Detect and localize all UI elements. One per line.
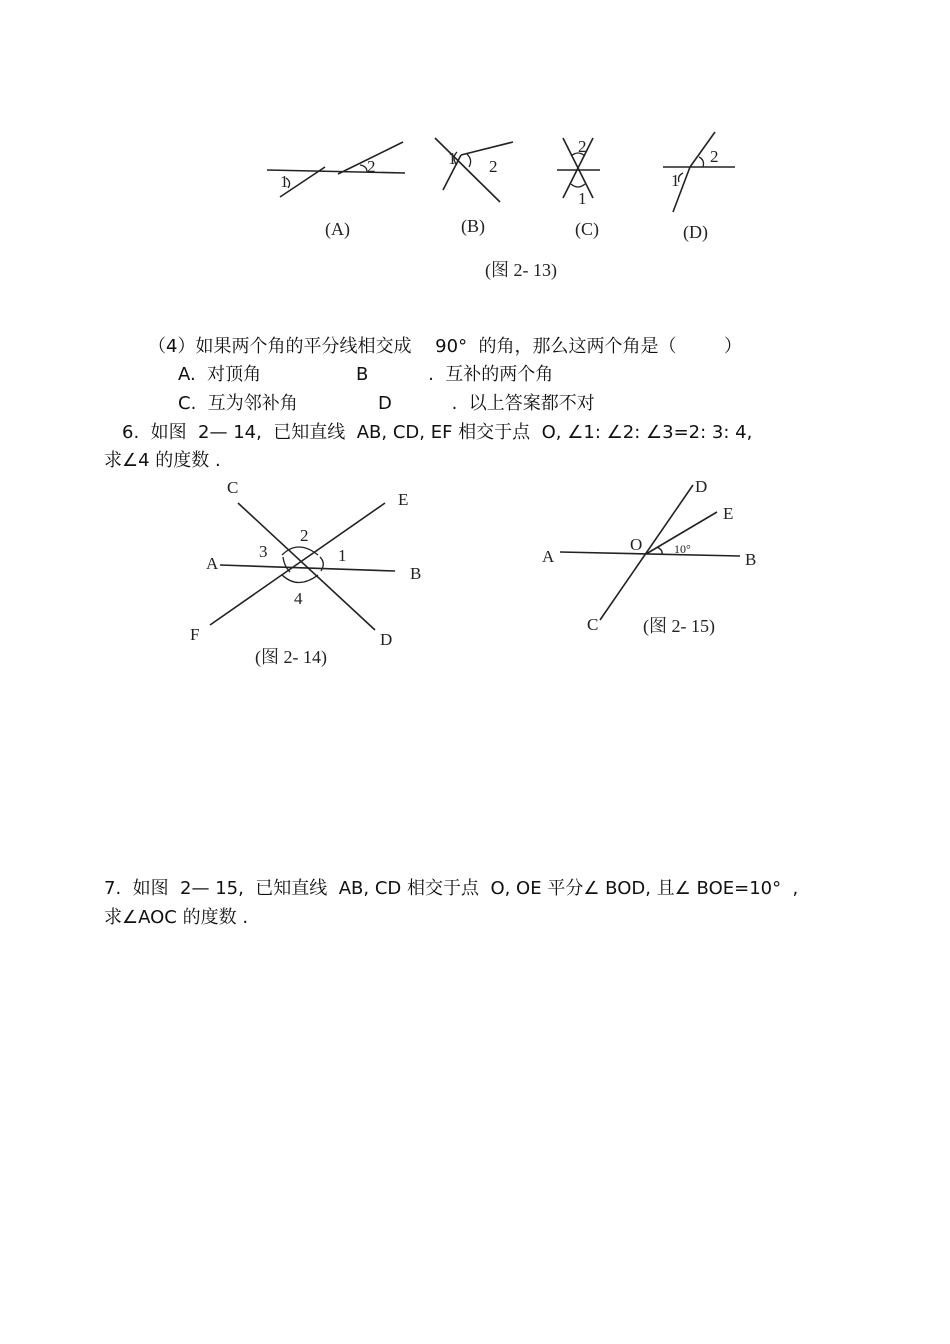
question6-line2: 求∠4 的度数 . [104, 450, 221, 471]
fig214-label-f: F [190, 625, 200, 644]
fig214-label-c: C [227, 478, 239, 497]
question4-option-c: C. 互为邻补角 [178, 393, 298, 414]
fig214-angle4: 4 [294, 589, 303, 608]
fig214-label-a: A [206, 554, 219, 573]
fig214-caption: (图 2- 14) [255, 647, 327, 667]
fig213-c-angle2: 2 [578, 137, 587, 156]
fig213-option-b: (B) [461, 216, 485, 236]
fig213-option-c: (C) [575, 219, 599, 239]
question4-option-d: D . 以上答案都不对 [378, 393, 595, 414]
fig213-b-angle1: 1 [448, 149, 457, 168]
fig213-caption: (图 2- 13) [485, 260, 557, 280]
figure-2-14 [180, 475, 450, 675]
fig214-label-b: B [410, 564, 422, 583]
fig214-label-d: D [380, 630, 393, 649]
question4-option-b: B . 互补的两个角 [356, 364, 554, 385]
fig213-option-a: (A) [325, 219, 350, 239]
fig215-label-a: A [542, 547, 555, 566]
fig214-angle2: 2 [300, 526, 309, 545]
fig214-angle1: 1 [338, 546, 347, 565]
fig215-label-e: E [723, 504, 734, 523]
fig213-a-angle2: 2 [367, 157, 376, 176]
fig213-option-d: (D) [683, 222, 708, 242]
fig214-angle3: 3 [259, 542, 268, 561]
fig215-label-c: C [587, 615, 599, 634]
figure-2-13 [255, 100, 740, 300]
fig213-d-angle1: 1 [671, 171, 680, 190]
fig213-d-angle2: 2 [710, 147, 719, 166]
question6-line1: 6. 如图 2— 14, 已知直线 AB, CD, EF 相交于点 O, ∠1: ∠2: ∠3=2: 3: 4, [122, 422, 753, 443]
fig213-c-angle1: 1 [578, 189, 587, 208]
figure-2-15 [535, 470, 775, 650]
fig215-label-o: O [630, 535, 643, 554]
fig215-angle-label: 10° [674, 542, 691, 556]
fig215-label-b: B [745, 550, 757, 569]
question4-option-a: A. 对顶角 [178, 364, 262, 385]
fig215-label-d: D [695, 477, 708, 496]
question4-stem: （4）如果两个角的平分线相交成 90° 的角，那么这两个角是（ ） [148, 336, 742, 357]
fig214-label-e: E [398, 490, 409, 509]
question7-line1: 7. 如图 2— 15, 已知直线 AB, CD 相交于点 O, OE 平分∠ BOD, 且∠ BOE=10° , [104, 878, 799, 899]
fig213-a-angle1: 1 [280, 172, 289, 191]
fig213-b-angle2: 2 [489, 157, 498, 176]
question7-line2: 求∠AOC 的度数 . [104, 907, 249, 928]
fig215-caption: (图 2- 15) [643, 616, 715, 636]
